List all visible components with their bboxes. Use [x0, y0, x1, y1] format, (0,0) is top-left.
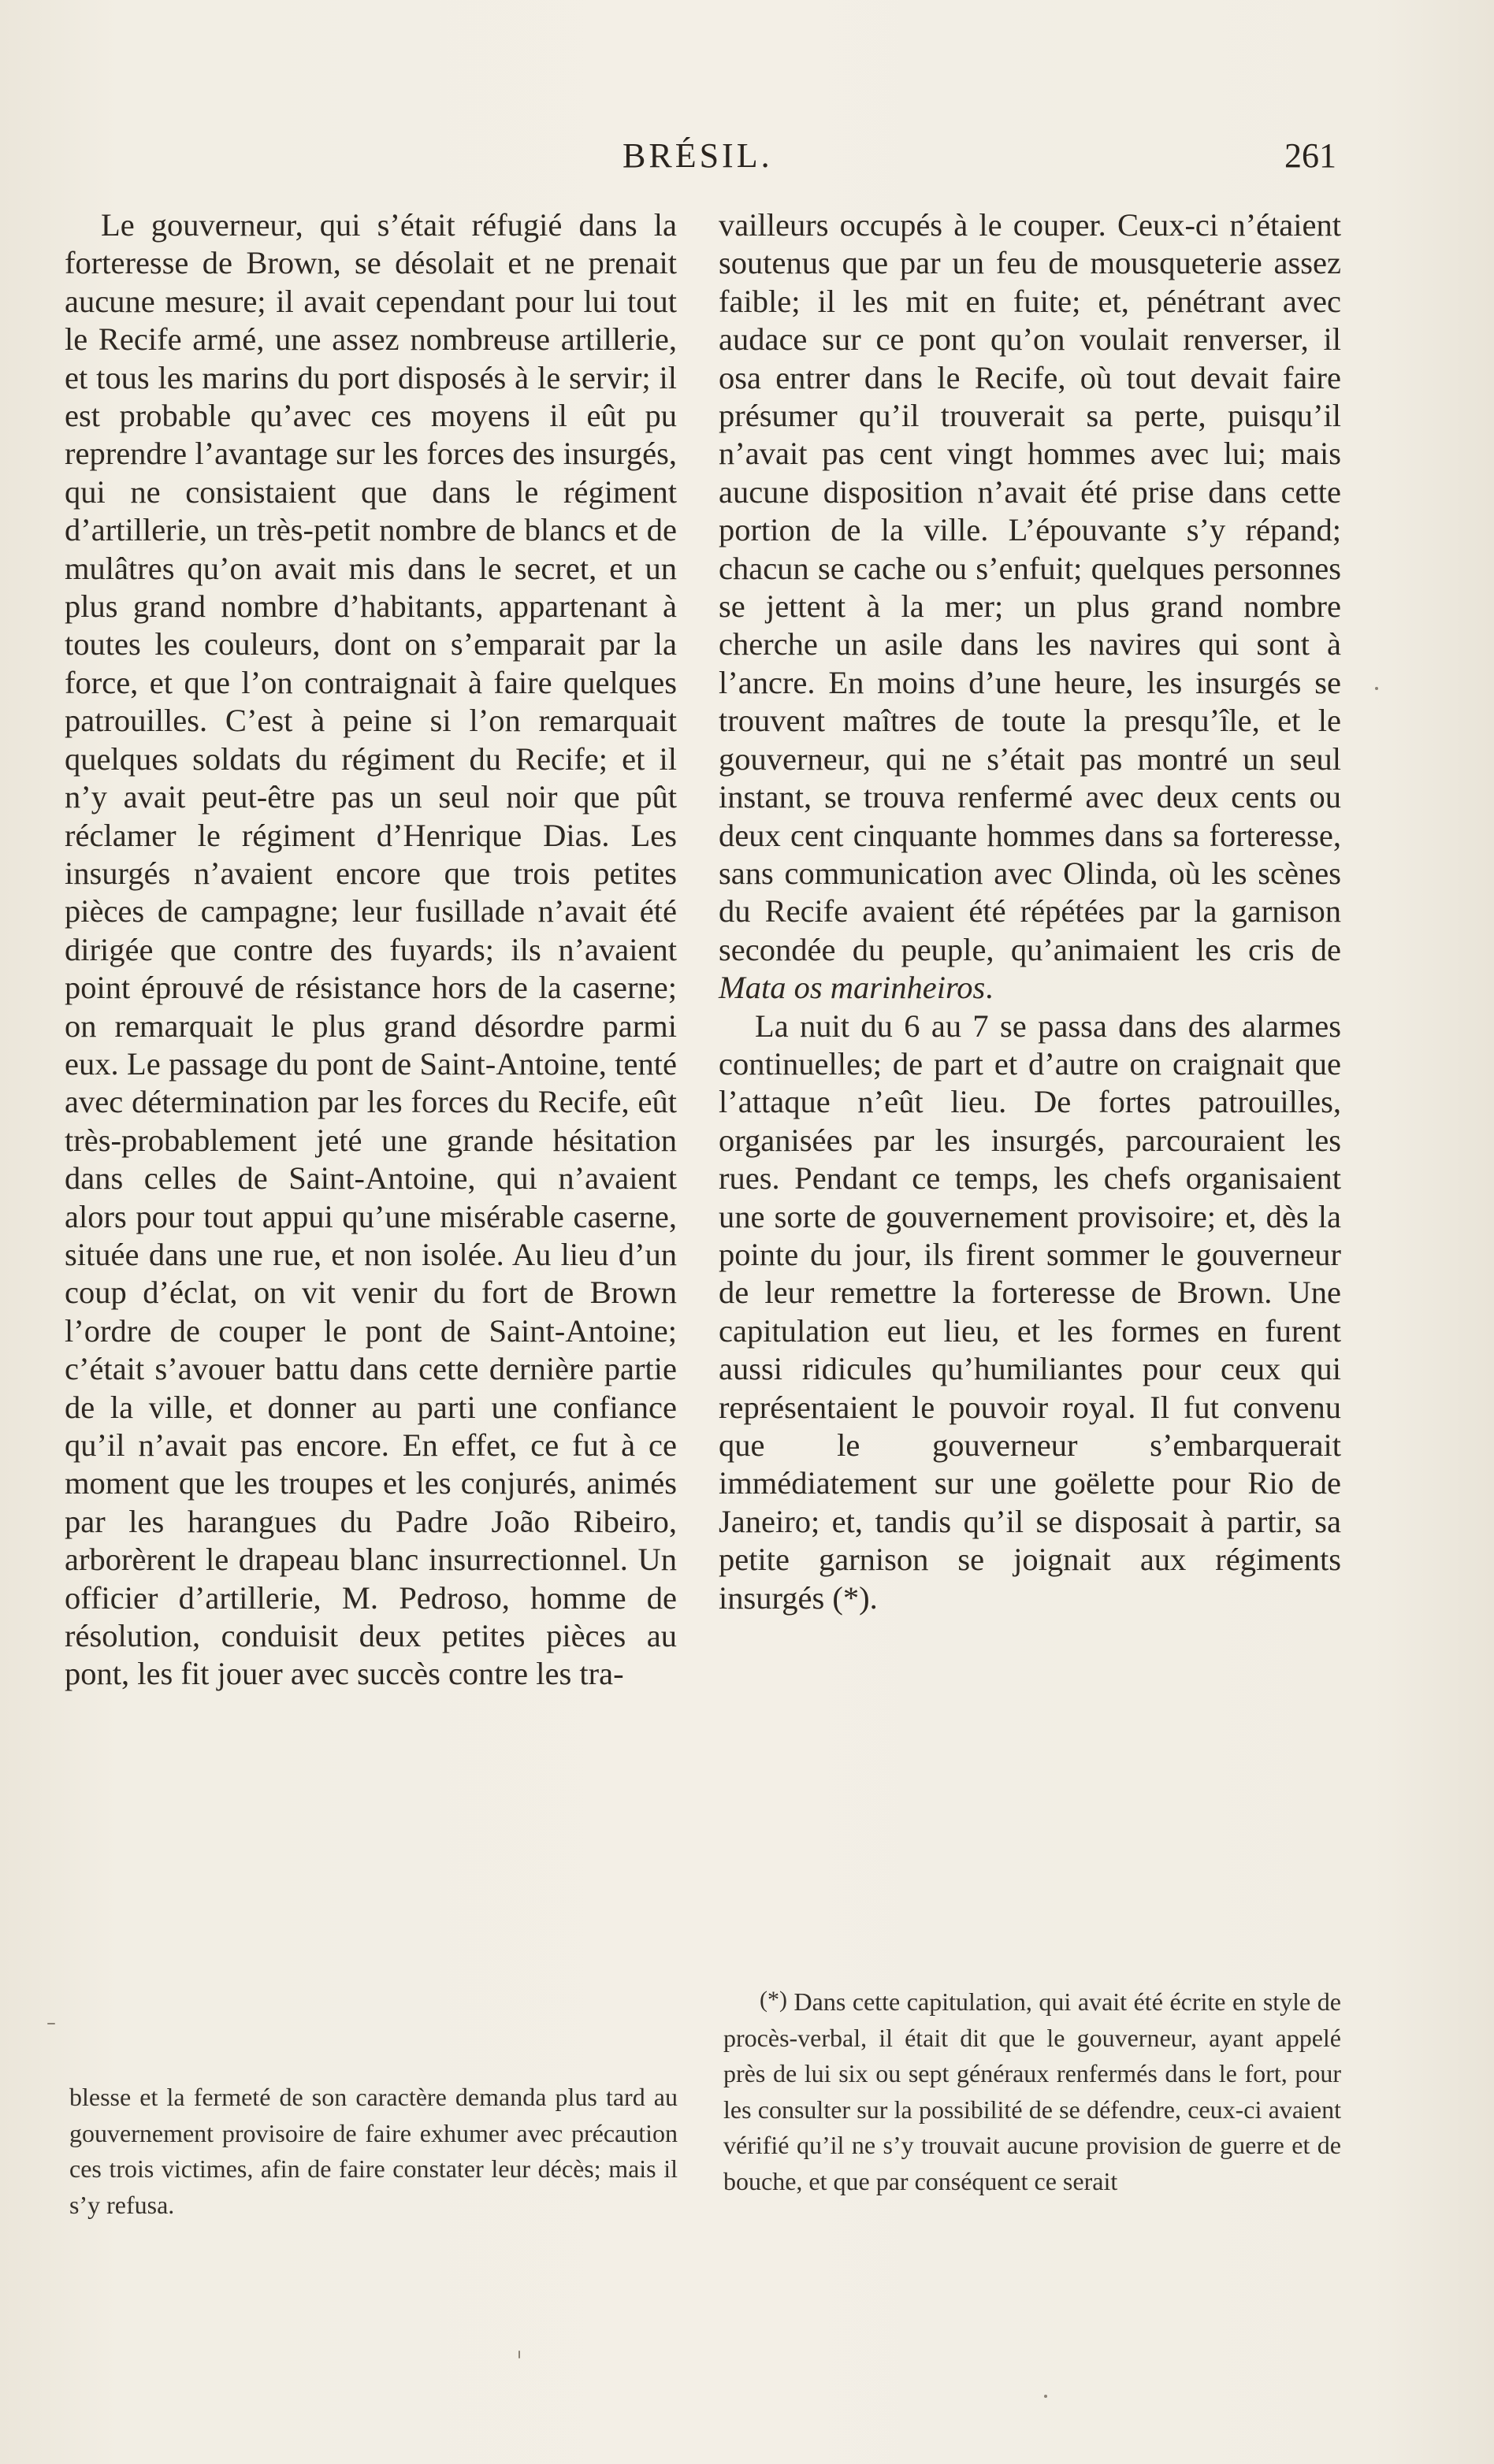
- footnote-right-text: Dans cette capitulation, qui avait été écrite en style de procès-verbal, il était dit que le gouverneur, ayant appelé près de lui six ou sept généraux renfermés dans le fort, pour les consulter sur la possibilité de se défendre, ceux-ci avaient vérifié qu’il ne s’y trouvait aucune provision de guerre et de bouche, et que par conséquent ce serait: [723, 1987, 1342, 2195]
- paragraph-2-end: .: [869, 1579, 878, 1616]
- cry-italic: Mata os marinheiros: [719, 970, 986, 1006]
- left-column: [65, 206, 677, 1694]
- right-paragraph-1-text: vailleurs occupés à le couper. Ceux-ci n’étaient soutenus que par un feu de mousqueterie assez faible; il les mit en fuite; et, pénétrant avec audace sur ce pont qu’on voulait renverser, il osa entrer dans le Recife, où tout devait faire présumer qu’il trouverait sa perte, puisqu’il n’avait pas cent vingt hommes avec lui; mais aucune disposition n’avait été prise dans cette portion de la ville. L’épouvante s’y répand; chacun se cache ou s’enfuit; quelques personnes se jettent à la mer; un plus grand nombre cherche un asile dans les navires qui sont à l’ancre. En moins d’une heure, les insurgés se trouvent maîtres de toute la presqu’île, et le gouverneur, qui ne s’était pas montré un seul instant, se trouva renfermé avec deux cents ou deux cent cinquante hommes dans sa forteresse, sans communication avec Olinda, où les scènes du Recife avaient été répétées par la garnison secondée du peuple, qu’animaient les cris de: [719, 207, 1341, 967]
- footnote-left-text: blesse et la fermeté de son caractère demanda plus tard au gouvernement provisoire de faire exhumer avec précaution ces trois victimes, afin de faire constater leur décès; mais il s’y refusa.: [69, 2083, 678, 2219]
- right-paragraph-1: [719, 206, 1341, 1007]
- right-paragraph-2-text: La nuit du 6 au 7 se passa dans des alarmes continuelles; de part et d’autre on craignait que l’attaque n’eût lieu. De fortes patrouilles, organisées par les insurgés, parcouraient les rues. Pendant ce temps, les chefs organisaient une sorte de gouvernement provisoire; et, dès la pointe du jour, ils firent sommer le gouverneur de leur remettre la forteresse de Brown. Une capitulation eut lieu, et les formes en furent aussi ridicules qu’humiliantes pour ceux qui représentaient le pouvoir royal. Il fut convenu que le gouverneur s’embarquerait immédiatement sur une goëlette pour Rio de Janeiro; et, tandis qu’il se disposait à partir, sa petite garnison se joignait aux régiments insurgés: [719, 1007, 1341, 1616]
- left-paragraph-1: Le gouverneur, qui s’était réfugié dans la forteresse de Brown, se désolait et ne prenait aucune mesure; il avait cependant pour lui tout le Recife armé, une assez nombreuse artillerie, et tous les marins du port disposés à le servir; il est probable qu’avec ces moyens il eût pu reprendre l’avantage sur les forces des insurgés, qui ne consistaient que dans le régiment d’artillerie, un très-petit nombre de blancs et de mulâtres qu’on avait mis dans le secret, et un plus grand nombre d’habitants, appartenant à toutes les couleurs, dont on s’emparait par la force, et que l’on contraignait à faire quelques patrouilles. C’est à peine si l’on remarquait quelques soldats du régiment du Recife; et il n’y avait peut-être pas un seul noir que pût réclamer le régiment d’Henrique Dias. Les insurgés n’avaient encore que trois petites pièces de campagne; leur fusillade n’avait été dirigée que contre des fuyards; ils n’avaient point éprouvé de résistance hors de la caserne; on remarquait le plus grand désordre parmi eux. Le passage du pont de Saint-Antoine, tenté avec détermination par les forces du Recife, eût très-probablement jeté une grande hésitation dans celles de Saint-Antoine, qui n’avaient alors pour tout appui qu’une misérable caserne, située dans une rue, et non isolée. Au lieu d’un coup d’éclat, on vit venir du fort de Brown l’ordre de couper le pont de Saint-Antoine; c’était s’avouer battu dans cette dernière partie de la ville, et donner au parti une confiance qu’il n’avait pas encore. En effet, ce fut à ce moment que les troupes et les conjurés, animés par les harangues du Padre João Ribeiro, arborèrent le drapeau blanc insurrectionnel. Un officier d’artillerie, M. Pedroso, homme de résolution, conduisit deux petites pièces au pont, les fit jouer avec succès contre les tra-: [65, 207, 677, 1692]
- running-head: [0, 135, 1494, 183]
- paper-speck: [518, 2351, 520, 2358]
- footnote-marker: (*): [760, 1987, 787, 2013]
- footnote-right: [723, 1982, 1341, 2199]
- right-paragraph-2: [719, 1007, 1341, 1618]
- right-column: [719, 206, 1341, 1617]
- page-number: 261: [1284, 136, 1336, 175]
- running-title: BRÉSIL.: [622, 136, 773, 175]
- footnote-left: [69, 2080, 678, 2223]
- paper-speck: [1044, 2395, 1047, 2398]
- footnote-reference: (*): [832, 1579, 870, 1616]
- footnote-right-paragraph: [723, 1982, 1341, 2199]
- paper-speck: [1375, 687, 1378, 690]
- paper-speck: [47, 2023, 55, 2024]
- cry-end: .: [985, 970, 994, 1006]
